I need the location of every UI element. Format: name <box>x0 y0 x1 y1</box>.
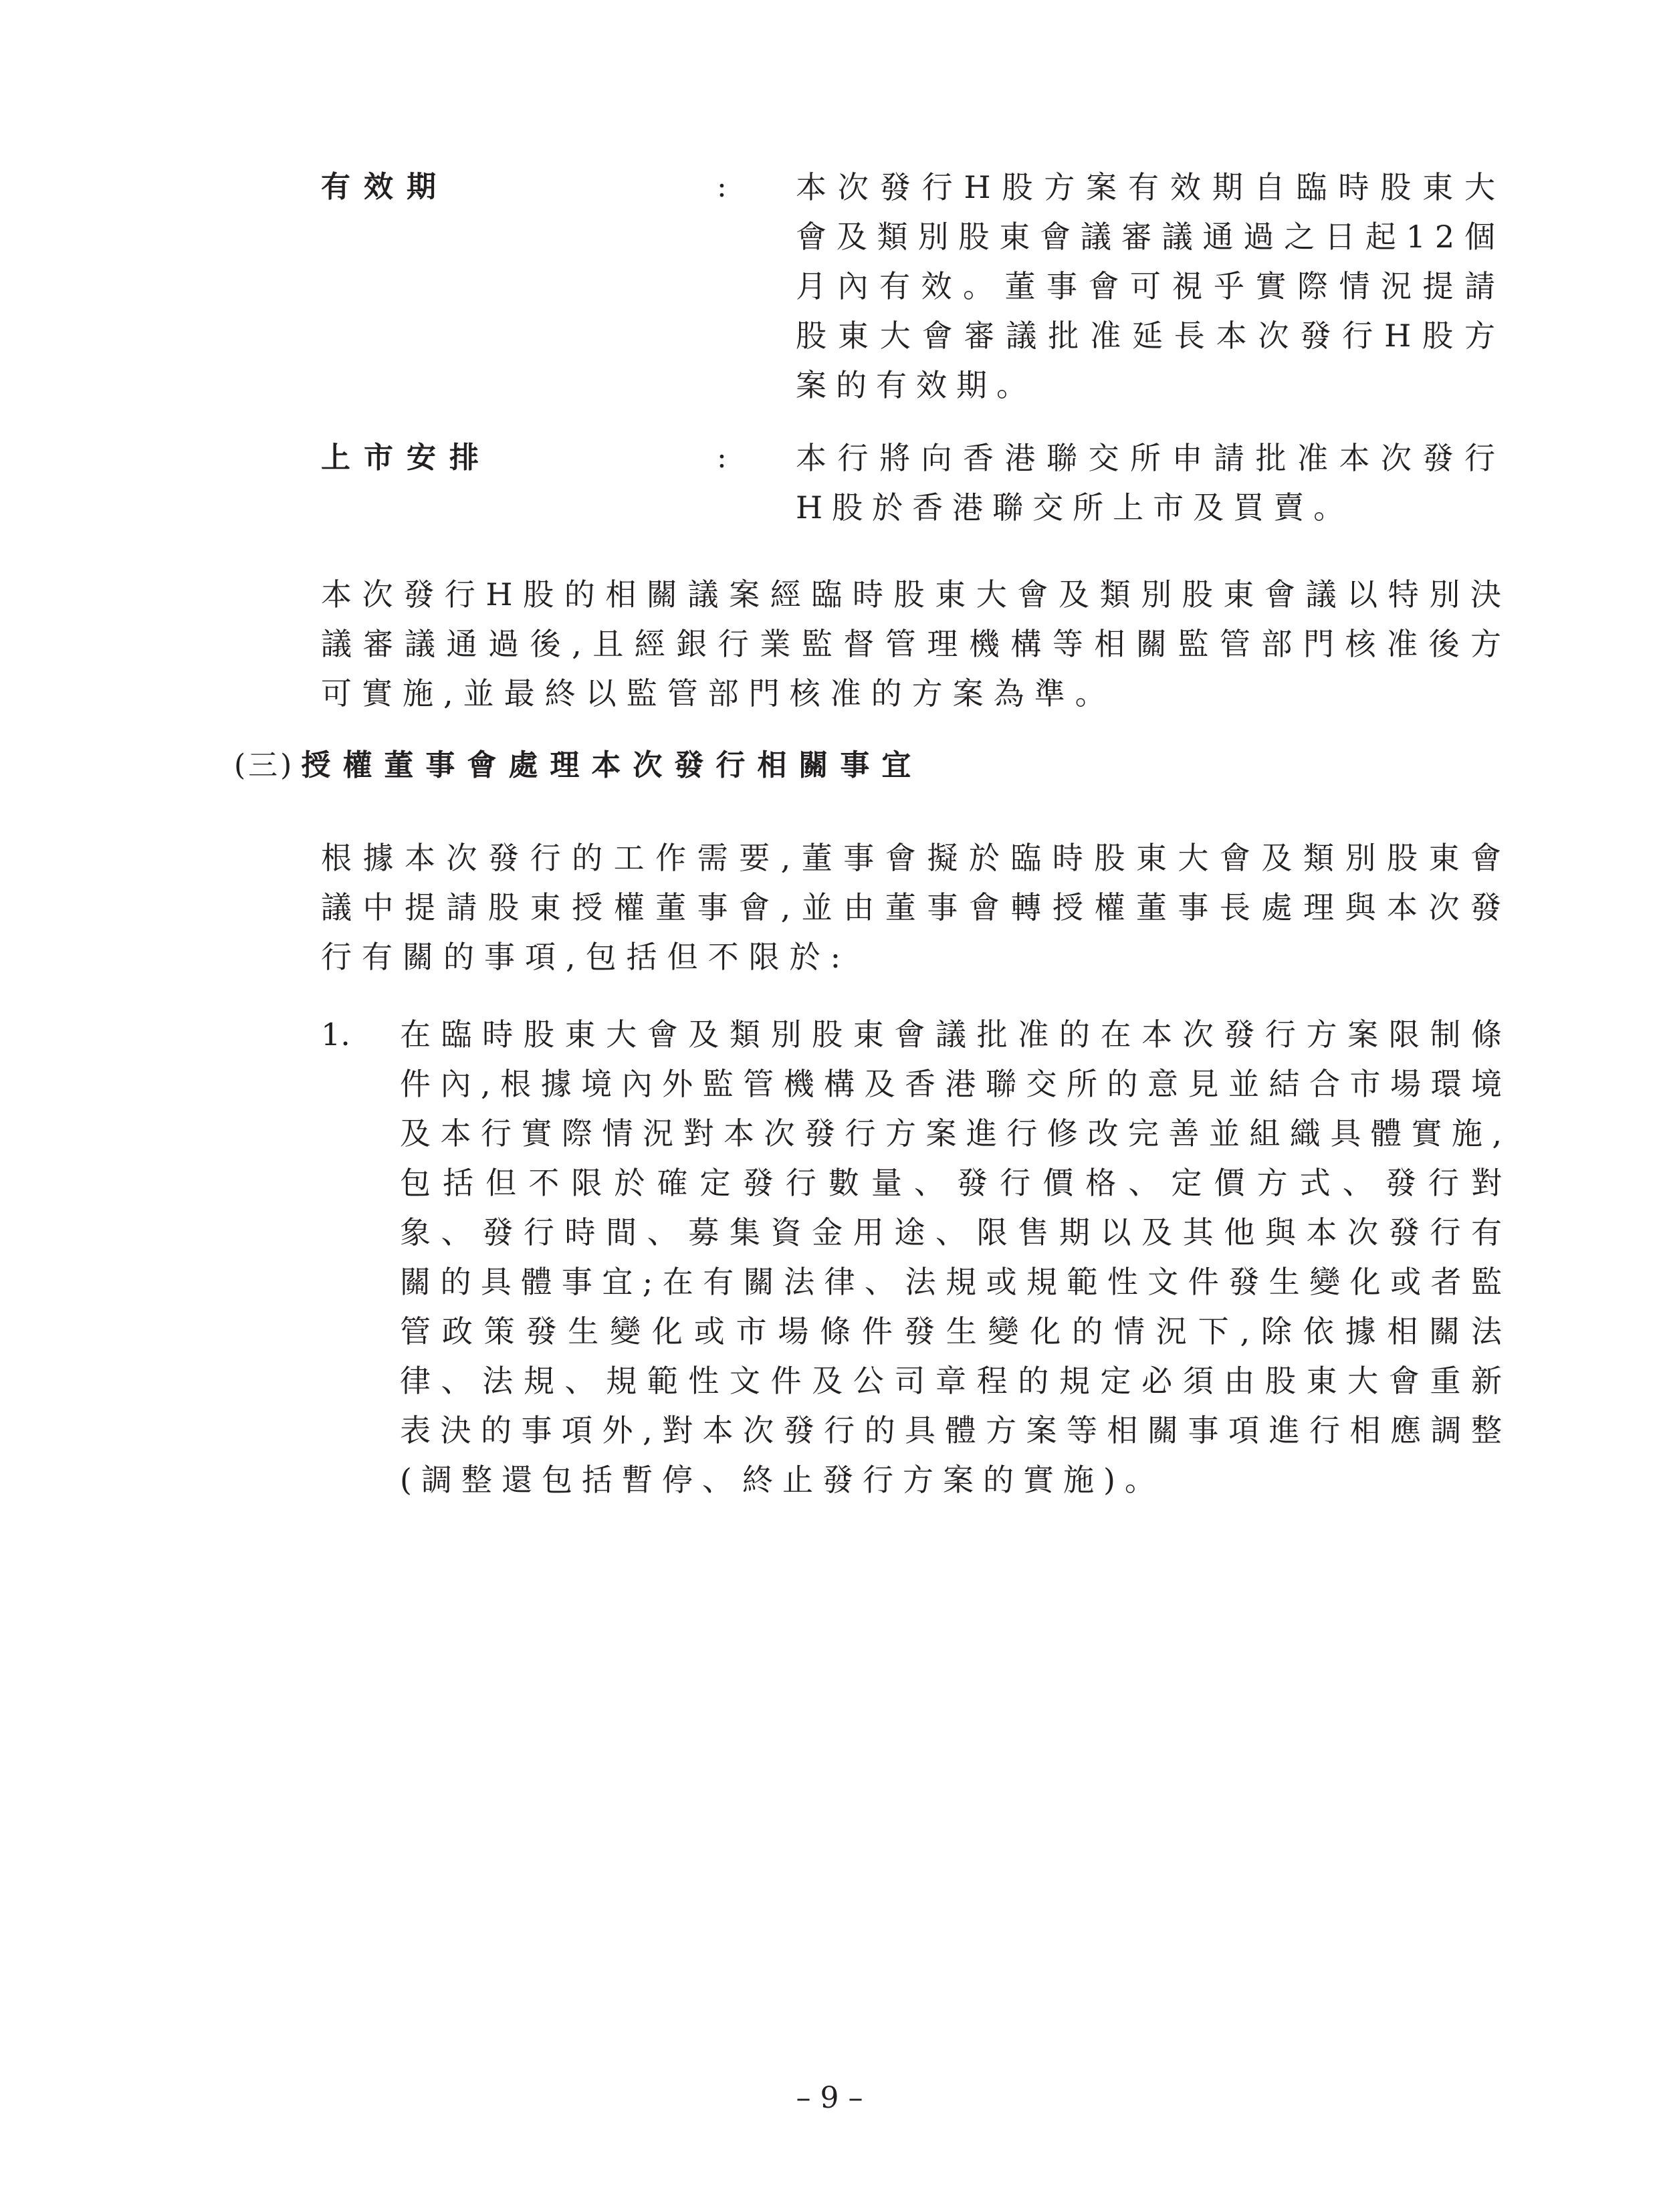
term-label: 上市安排 <box>321 441 492 475</box>
list-text: 在臨時股東大會及類別股東會議批准的在本次發行方案限制條件內,根據境內外監管機構及香港聯交所的意見並結合市場環境及本行實際情況對本次發行方案進行修改完善並組織具體實施,包括但不限於確定發行數量、發行價格、定價方式、發行對象、發行時間、募集資金用途、限售期以及其他與本次發行有關的具體事宜;在有關法律、法規或規範性文件發生變化或者監管政策發生變化或市場條件發生變化的情況下,除依據相關法律、法規、規範性文件及公司章程的規定必須由股東大會重新表決的事項外,對本次發行的具體方案等相關事項進行相應調整(調整還包括暫停、終止發行方案的實施)。 <box>400 1016 1511 1498</box>
list-number: 1. <box>321 1016 350 1053</box>
section-title: 授權董事會處理本次發行相關事宜 <box>301 748 923 782</box>
section-heading <box>234 741 923 790</box>
term-label: 有效期 <box>321 170 449 204</box>
page-number: – 9 – <box>796 2081 863 2115</box>
term-colon: : <box>717 441 727 475</box>
section-number: (三) <box>234 748 295 782</box>
authorization-paragraph: 根據本次發行的工作需要,董事會擬於臨時股東大會及類別股東會議中提請股東授權董事會,並由董事會轉授權董事長處理與本次發行有關的事項,包括但不限於: <box>321 840 1511 975</box>
term-colon: : <box>717 170 727 204</box>
approval-paragraph: 本次發行H股的相關議案經臨時股東大會及類別股東會議以特別決議審議通過後,且經銀行業監督管理機構等相關監管部門核准後方可實施,並最終以監管部門核准的方案為準。 <box>321 576 1511 711</box>
term-value: 本次發行H股方案有效期自臨時股東大會及類別股東會議審議通過之日起12個月內有效。董事會可視乎實際情況提請股東大會審議批准延長本次發行H股方案的有效期。 <box>796 169 1505 403</box>
term-value: 本行將向香港聯交所申請批准本次發行H股於香港聯交所上市及買賣。 <box>796 440 1505 526</box>
